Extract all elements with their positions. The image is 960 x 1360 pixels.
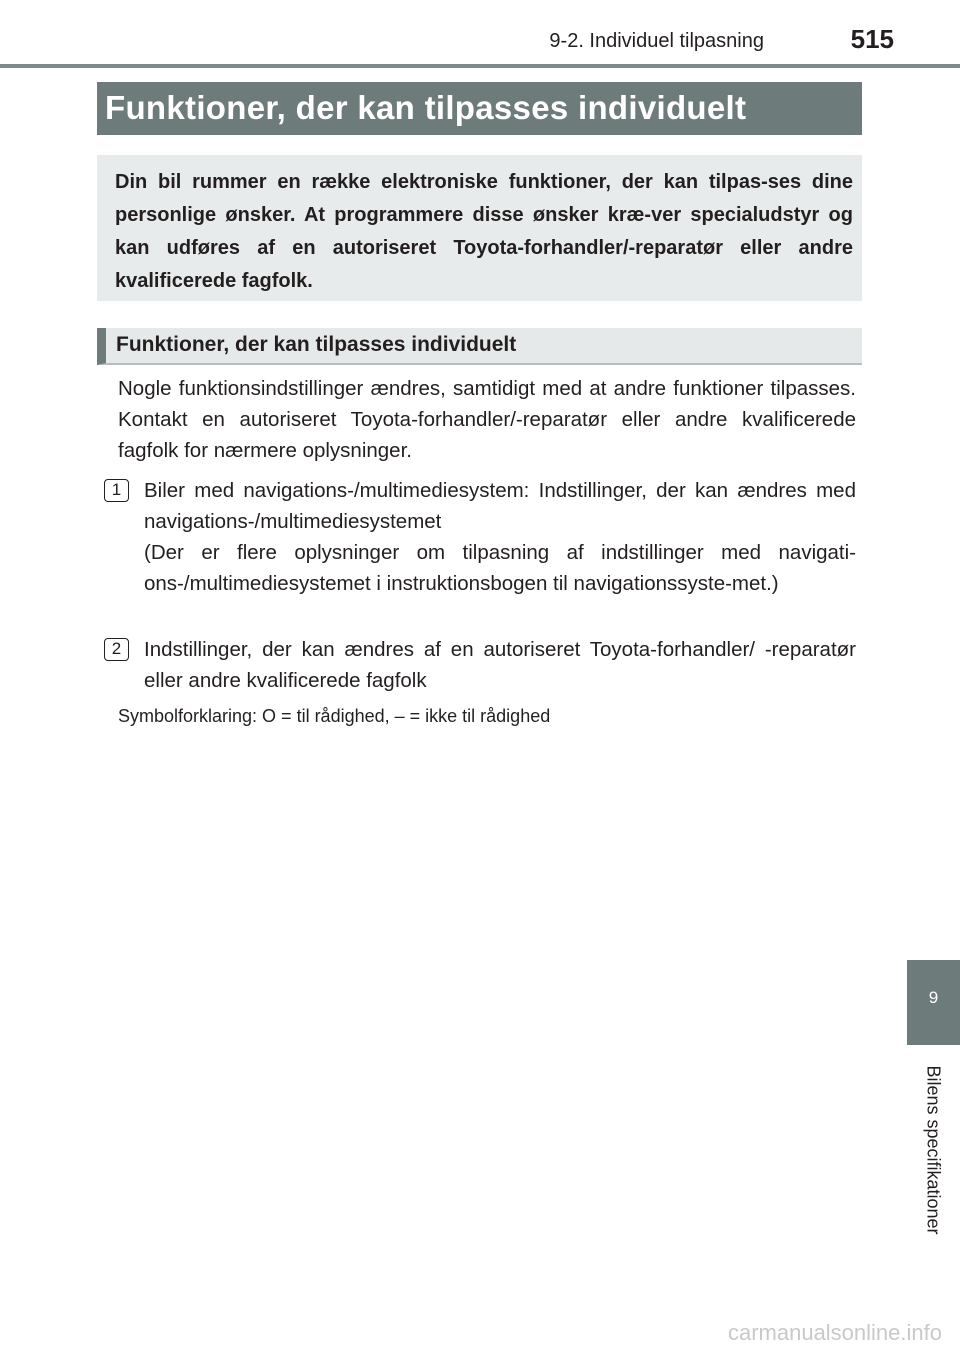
number-badge: 1 (104, 479, 129, 502)
section-heading-text: Funktioner, der kan tilpasses individuelt (116, 333, 517, 356)
page-number: 515 (850, 24, 894, 54)
symbol-legend: Symbolforklaring: O = til rådighed, – = ikke til rådighed (118, 706, 551, 726)
watermark: carmanualsonline.info (727, 1320, 942, 1345)
list-item-line: Indstillinger, der kan ændres af en autoriseret Toyota-forhandler/ -reparatør eller andre kvalificerede fagfolk (144, 638, 856, 692)
chapter-title: Bilens specifikationer (923, 1065, 944, 1235)
header-section-title: 9-2. Individuel tilpasning (549, 30, 764, 52)
chapter-tab[interactable] (907, 960, 960, 1045)
list-item-text (144, 475, 856, 599)
number-badge: 2 (104, 638, 129, 661)
section-heading (97, 328, 862, 365)
body-paragraph: Nogle funktionsindstillinger ændres, samtidigt med at andre funktioner tilpasses. Kontakt en autoriseret Toyota-forhandler/-reparatør eller andre kvalificerede fagfolk for nærmere oplysninger. (118, 377, 856, 462)
list-item-text (144, 634, 856, 696)
list-item-line: (Der er flere oplysninger om tilpasning af indstillinger med navigati-ons-/multimediesystemet i instruktionsbogen til navigationssyste-met.) (144, 541, 856, 595)
chapter-number: 9 (928, 988, 939, 1007)
title-banner (97, 82, 862, 135)
page-title: Funktioner, der kan tilpasses individuelt (105, 89, 747, 126)
intro-box (97, 155, 862, 301)
header-rule (0, 64, 960, 68)
intro-text: Din bil rummer en række elektroniske funktioner, der kan tilpas-ses dine personlige ønsker. At programmere disse ønsker kræ-ver specialudstyr og kan udføres af en autoriseret Toyota-forhandler/-reparatør eller andre kvalificerede fagfolk. (115, 171, 853, 292)
page-header (0, 0, 960, 64)
list-item-line: Biler med navigations-/multimediesystem: Indstillinger, der kan ændres med navigations-/multimediesystemet (144, 479, 856, 533)
